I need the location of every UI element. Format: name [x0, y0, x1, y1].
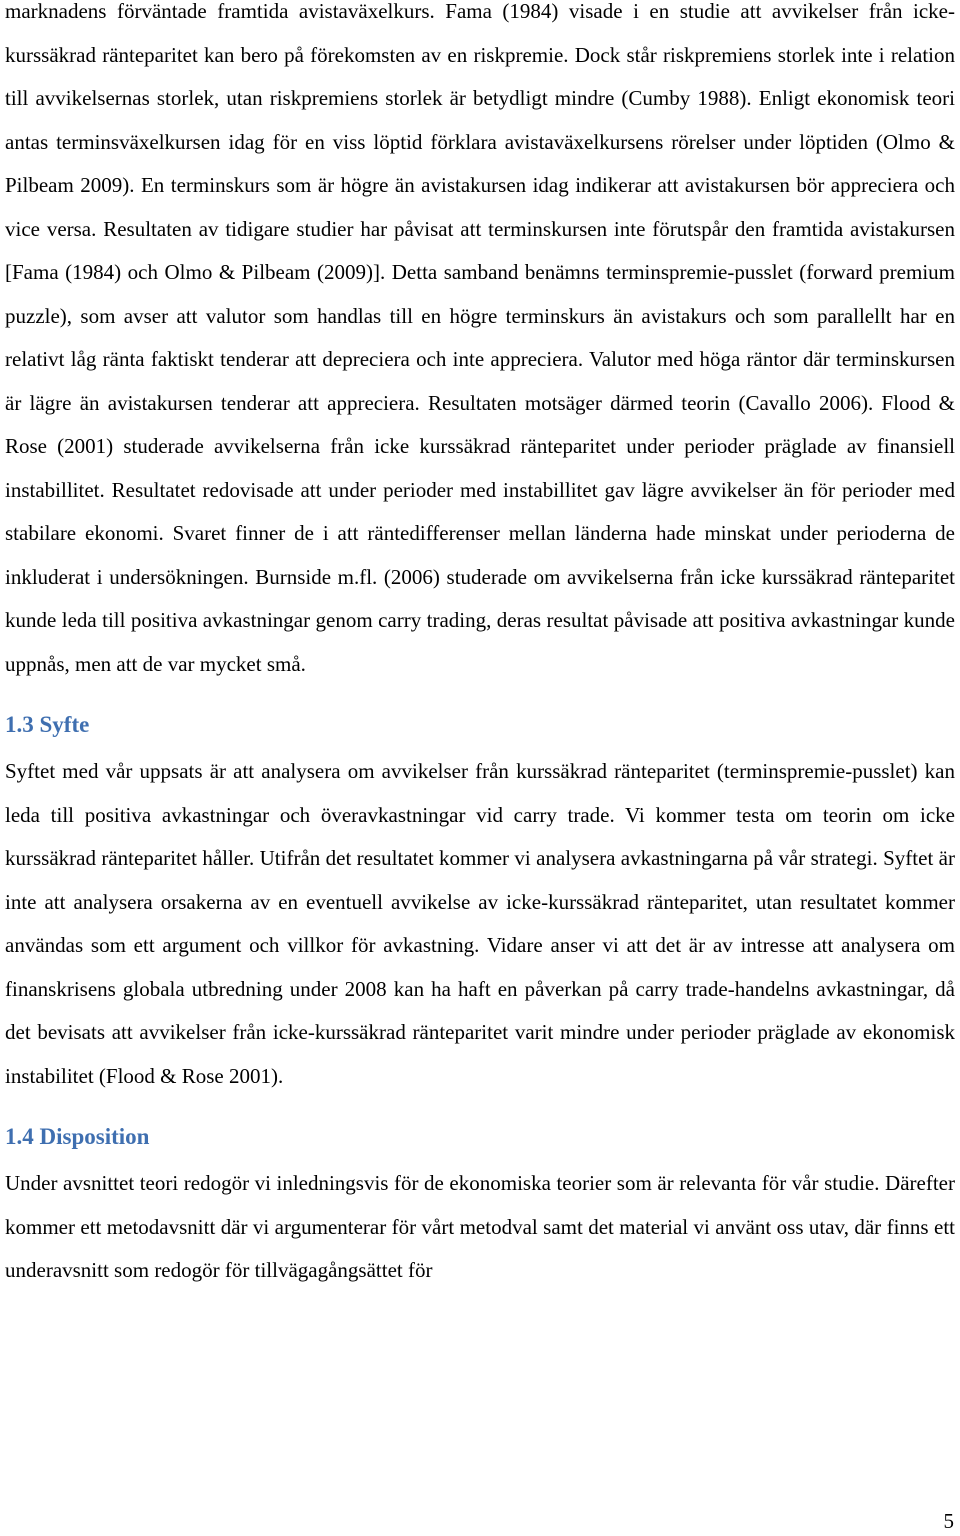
section-number: 1.4: [5, 1124, 34, 1149]
document-page: [5, 0, 955, 1293]
section-heading-syfte: [5, 700, 955, 750]
section-number: 1.3: [5, 712, 34, 737]
section-title: Disposition: [39, 1124, 150, 1149]
section-heading-disposition: [5, 1112, 955, 1162]
disposition-paragraph: Under avsnittet teori redogör vi inledningsvis för de ekonomiska teorier som är relevanta för vår studie. Därefter kommer ett metodavsnitt där vi argumenterar för vårt metodval samt det material vi använt oss utav, där finns ett underavsnitt som redogör för tillvägagångsättet för: [5, 1171, 955, 1282]
syfte-paragraph: Syftet med vår uppsats är att analysera om avvikelser från kurssäkrad ränteparitet (terminspremie-pusslet) kan leda till positiva avkastningar och överavkastningar vid carry trade. Vi kommer testa om teorin om icke kurssäkrad ränteparitet håller. Utifrån det resultatet kommer vi analysera avkastningarna på vår strategi. Syftet är inte att analysera orsakerna av en eventuell avvikelse av icke-kurssäkrad ränteparitet, utan resultatet kommer användas som ett argument och villkor för avkastning. Vidare anser vi att det är av intresse att analysera om finanskrisens globala utbredning under 2008 kan ha haft en påverkan på carry trade-handelns avkastningar, då det bevisats att avvikelser från icke-kurssäkrad ränteparitet varit mindre under perioder präglade av ekonomisk instabilitet (Flood & Rose 2001).: [5, 759, 955, 1088]
section-title: Syfte: [39, 712, 90, 737]
page-number: 5: [943, 1509, 954, 1533]
intro-paragraph: marknadens förväntade framtida avistaväxelkurs. Fama (1984) visade i en studie att avvikelser från icke-kurssäkrad ränteparitet kan bero på förekomsten av en riskpremie. Dock står riskpremiens storlek inte i relation till avvikelsernas storlek, utan riskpremiens storlek är betydligt mindre (Cumby 1988). Enligt ekonomisk teori antas terminsväxelkursen idag för en viss löptid förklara avistaväxelkursens rörelser under löptiden (Olmo & Pilbeam 2009). En terminskurs som är högre än avistakursen idag indikerar att avistakursen bör appreciera och vice versa. Resultaten av tidigare studier har påvisat att terminskursen inte förutspår den framtida avistakursen [Fama (1984) och Olmo & Pilbeam (2009)]. Detta samband benämns terminspremie-pusslet (forward premium puzzle), som avser att valutor som handlas till en högre terminskurs än avistakurs och som parallellt har en relativt låg ränta faktiskt tenderar att depreciera och inte appreciera. Valutor med höga räntor där terminskursen är lägre än avistakursen tenderar att appreciera. Resultaten motsäger därmed teorin (Cavallo 2006). Flood & Rose (2001) studerade avvikelserna från icke kurssäkrad ränteparitet under perioder präglade av finansiell instabillitet. Resultatet redovisade att under perioder med instabillitet gav lägre avvikelser än för perioder med stabilare ekonomi. Svaret finner de i att räntedifferenser mellan länderna hade minskat under perioderna de inkluderat i undersökningen. Burnside m.fl. (2006) studerade om avvikelserna från icke kurssäkrad ränteparitet kunde leda till positiva avkastningar genom carry trading, deras resultat påvisade att positiva avkastningar kunde uppnås, men att de var mycket små.: [5, 0, 955, 676]
